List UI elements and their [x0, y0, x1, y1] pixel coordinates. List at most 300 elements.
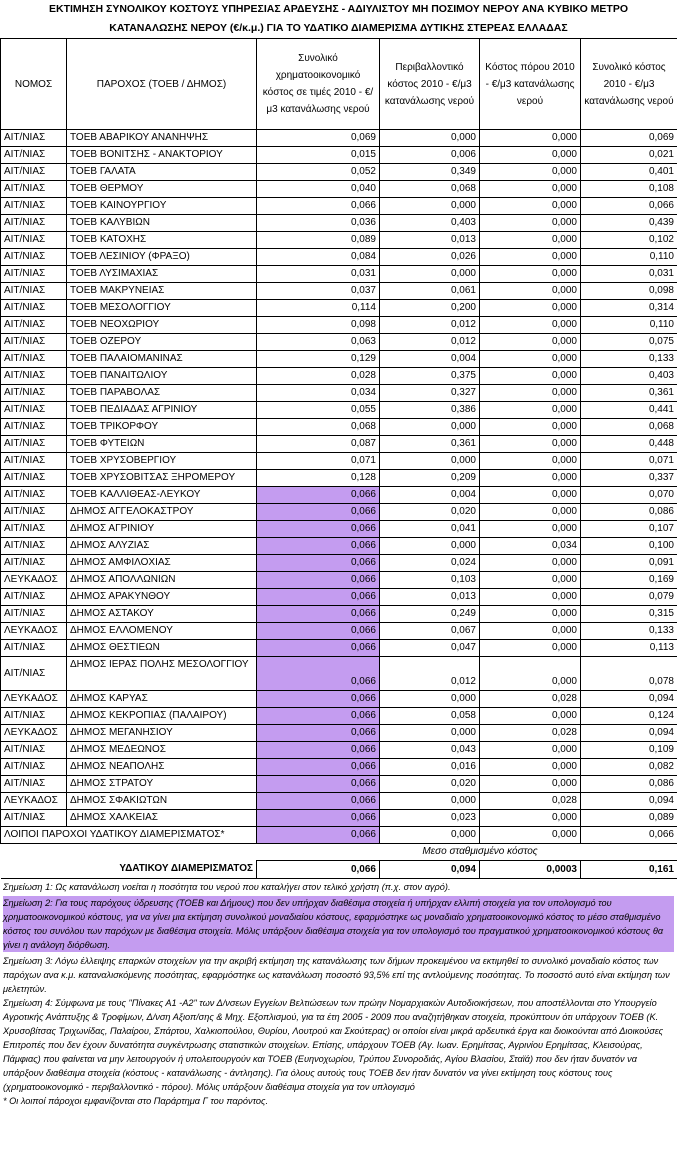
- nomos-cell: ΑΙΤ/ΝΙΑΣ: [1, 589, 67, 606]
- nomos-cell: ΑΙΤ/ΝΙΑΣ: [1, 759, 67, 776]
- provider-cell: ΤΟΕΒ ΑΒΑΡΙΚΟΥ ΑΝΑΝΗΨΗΣ: [67, 130, 257, 147]
- total-cost-cell: 0,071: [581, 453, 677, 470]
- financial-cost-cell: 0,068: [257, 419, 380, 436]
- financial-cost-cell: 0,066: [257, 555, 380, 572]
- total-cost-cell: 0,361: [581, 385, 677, 402]
- total-cost-cell: 0,082: [581, 759, 677, 776]
- table-row: [1, 198, 677, 215]
- environmental-cost-cell: 0,000: [380, 691, 480, 708]
- resource-cost-cell: 0,000: [480, 708, 581, 725]
- financial-cost-cell: 0,098: [257, 317, 380, 334]
- resource-cost-cell: 0,000: [480, 436, 581, 453]
- environmental-cost-cell: 0,012: [380, 334, 480, 351]
- provider-cell: ΔΗΜΟΣ ΘΕΣΤΙΕΩΝ: [67, 640, 257, 657]
- nomos-cell: ΑΙΤ/ΝΙΑΣ: [1, 317, 67, 334]
- provider-cell: ΔΗΜΟΣ ΑΓΓΕΛΟΚΑΣΤΡΟΥ: [67, 504, 257, 521]
- environmental-cost-cell: 0,375: [380, 368, 480, 385]
- environmental-cost-cell: 0,000: [380, 266, 480, 283]
- total-cost-cell: 0,337: [581, 470, 677, 487]
- total-cost-cell: 0,031: [581, 266, 677, 283]
- provider-cell: ΔΗΜΟΣ ΑΓΡΙΝΙΟΥ: [67, 521, 257, 538]
- environmental-cost-cell: 0,013: [380, 589, 480, 606]
- table-row: [1, 385, 677, 402]
- resource-cost-cell: 0,000: [480, 589, 581, 606]
- financial-cost-cell: 0,040: [257, 181, 380, 198]
- environmental-cost-cell: 0,000: [380, 198, 480, 215]
- provider-cell: ΔΗΜΟΣ ΝΕΑΠΟΛΗΣ: [67, 759, 257, 776]
- header-environmental: Περιβαλλοντικό κόστος 2010 - €/μ3 κατανάλωσης νερού: [380, 39, 480, 130]
- nomos-cell: ΑΙΤ/ΝΙΑΣ: [1, 215, 67, 232]
- nomos-cell: ΑΙΤ/ΝΙΑΣ: [1, 504, 67, 521]
- note-1: Σημείωση 1: Ως κατανάλωση νοείται η ποσότητα του νερού που καταλήγει στον τελικό χρήστη (π.χ. στον αγρό).: [3, 882, 451, 892]
- environmental-cost-cell: 0,012: [380, 657, 480, 691]
- environmental-cost-cell: 0,041: [380, 521, 480, 538]
- provider-cell: ΤΟΕΒ ΛΕΣΙΝΙΟΥ (ΦΡΑΞΟ): [67, 249, 257, 266]
- notes-section: [0, 879, 677, 1109]
- financial-cost-cell: 0,084: [257, 249, 380, 266]
- totals-total: 0,161: [581, 861, 677, 879]
- totals-environmental: 0,094: [380, 861, 480, 879]
- resource-cost-cell: 0,000: [480, 657, 581, 691]
- environmental-cost-cell: 0,000: [380, 827, 480, 844]
- resource-cost-cell: 0,000: [480, 300, 581, 317]
- nomos-cell: ΑΙΤ/ΝΙΑΣ: [1, 487, 67, 504]
- nomos-cell: ΑΙΤ/ΝΙΑΣ: [1, 470, 67, 487]
- table-row: [1, 436, 677, 453]
- resource-cost-cell: 0,000: [480, 317, 581, 334]
- provider-cell: ΔΗΜΟΣ ΣΦΑΚΙΩΤΩΝ: [67, 793, 257, 810]
- provider-cell: ΤΟΕΒ ΚΑΛΛΙΘΕΑΣ-ΛΕΥΚΟΥ: [67, 487, 257, 504]
- environmental-cost-cell: 0,026: [380, 249, 480, 266]
- environmental-cost-cell: 0,209: [380, 470, 480, 487]
- provider-cell: ΤΟΕΒ ΟΖΕΡΟΥ: [67, 334, 257, 351]
- environmental-cost-cell: 0,000: [380, 725, 480, 742]
- table-row: [1, 130, 677, 147]
- financial-cost-cell: 0,066: [257, 657, 380, 691]
- nomos-cell: ΑΙΤ/ΝΙΑΣ: [1, 436, 67, 453]
- header-total: Συνολικό κόστος 2010 - €/μ3 κατανάλωσης νερού: [581, 39, 677, 130]
- nomos-cell: ΑΙΤ/ΝΙΑΣ: [1, 742, 67, 759]
- resource-cost-cell: 0,000: [480, 164, 581, 181]
- nomos-cell: ΑΙΤ/ΝΙΑΣ: [1, 249, 67, 266]
- financial-cost-cell: 0,114: [257, 300, 380, 317]
- table-row: [1, 453, 677, 470]
- resource-cost-cell: 0,000: [480, 215, 581, 232]
- header-provider: ΠΑΡΟΧΟΣ (ΤΟΕΒ / ΔΗΜΟΣ): [67, 39, 257, 130]
- environmental-cost-cell: 0,016: [380, 759, 480, 776]
- provider-cell: ΤΟΕΒ ΝΕΟΧΩΡΙΟΥ: [67, 317, 257, 334]
- provider-cell: ΤΟΕΒ ΧΡΥΣΟΒΕΡΓΙΟΥ: [67, 453, 257, 470]
- total-cost-cell: 0,069: [581, 130, 677, 147]
- financial-cost-cell: 0,066: [257, 691, 380, 708]
- table-body: [1, 130, 677, 844]
- resource-cost-cell: 0,028: [480, 725, 581, 742]
- table-row: [1, 300, 677, 317]
- provider-cell: ΤΟΕΒ ΘΕΡΜΟΥ: [67, 181, 257, 198]
- nomos-cell: ΑΙΤ/ΝΙΑΣ: [1, 640, 67, 657]
- environmental-cost-cell: 0,000: [380, 419, 480, 436]
- header-financial: Συνολικό χρηματοοικονομικό κόστος σε τιμές 2010 - €/μ3 κατανάλωσης νερού: [257, 39, 380, 130]
- nomos-cell: ΑΙΤ/ΝΙΑΣ: [1, 521, 67, 538]
- resource-cost-cell: 0,000: [480, 742, 581, 759]
- table-row: [1, 334, 677, 351]
- total-cost-cell: 0,439: [581, 215, 677, 232]
- total-cost-cell: 0,315: [581, 606, 677, 623]
- resource-cost-cell: 0,000: [480, 810, 581, 827]
- resource-cost-cell: 0,000: [480, 453, 581, 470]
- financial-cost-cell: 0,066: [257, 487, 380, 504]
- weighted-label-row: [1, 844, 677, 861]
- environmental-cost-cell: 0,061: [380, 283, 480, 300]
- total-cost-cell: 0,102: [581, 232, 677, 249]
- nomos-cell: ΑΙΤ/ΝΙΑΣ: [1, 283, 67, 300]
- total-cost-cell: 0,109: [581, 742, 677, 759]
- resource-cost-cell: 0,000: [480, 334, 581, 351]
- table-row: [1, 555, 677, 572]
- table-row: [1, 827, 677, 844]
- resource-cost-cell: 0,000: [480, 504, 581, 521]
- financial-cost-cell: 0,028: [257, 368, 380, 385]
- totals-resource: 0,0003: [480, 861, 581, 879]
- table-row: [1, 470, 677, 487]
- weighted-cost-label: Μεσο σταθμισμένο κόστος: [380, 844, 581, 861]
- financial-cost-cell: 0,015: [257, 147, 380, 164]
- nomos-cell: ΑΙΤ/ΝΙΑΣ: [1, 181, 67, 198]
- environmental-cost-cell: 0,020: [380, 776, 480, 793]
- nomos-cell: ΑΙΤ/ΝΙΑΣ: [1, 198, 67, 215]
- provider-cell: ΤΟΕΒ ΜΕΣΟΛΟΓΓΙΟΥ: [67, 300, 257, 317]
- provider-cell: ΤΟΕΒ ΛΥΣΙΜΑΧΙΑΣ: [67, 266, 257, 283]
- total-cost-cell: 0,070: [581, 487, 677, 504]
- nomos-cell: ΑΙΤ/ΝΙΑΣ: [1, 130, 67, 147]
- total-cost-cell: 0,086: [581, 776, 677, 793]
- note-5: * Οι λοιποί πάροχοι εμφανίζονται στο Παράρτημα Γ του παρόντος.: [3, 1096, 269, 1106]
- financial-cost-cell: 0,066: [257, 759, 380, 776]
- financial-cost-cell: 0,031: [257, 266, 380, 283]
- resource-cost-cell: 0,000: [480, 827, 581, 844]
- resource-cost-cell: 0,028: [480, 691, 581, 708]
- environmental-cost-cell: 0,058: [380, 708, 480, 725]
- resource-cost-cell: 0,000: [480, 572, 581, 589]
- environmental-cost-cell: 0,023: [380, 810, 480, 827]
- provider-cell: ΔΗΜΟΣ ΜΕΓΑΝΗΣΙΟΥ: [67, 725, 257, 742]
- nomos-cell: ΛΕΥΚΑΔΟΣ: [1, 572, 67, 589]
- nomos-cell: ΑΙΤ/ΝΙΑΣ: [1, 555, 67, 572]
- resource-cost-cell: 0,000: [480, 351, 581, 368]
- table-row: [1, 742, 677, 759]
- resource-cost-cell: 0,000: [480, 232, 581, 249]
- total-cost-cell: 0,066: [581, 827, 677, 844]
- total-cost-cell: 0,089: [581, 810, 677, 827]
- table-row: [1, 419, 677, 436]
- financial-cost-cell: 0,037: [257, 283, 380, 300]
- financial-cost-cell: 0,087: [257, 436, 380, 453]
- environmental-cost-cell: 0,000: [380, 130, 480, 147]
- financial-cost-cell: 0,066: [257, 538, 380, 555]
- resource-cost-cell: 0,000: [480, 130, 581, 147]
- total-cost-cell: 0,314: [581, 300, 677, 317]
- resource-cost-cell: 0,000: [480, 759, 581, 776]
- financial-cost-cell: 0,128: [257, 470, 380, 487]
- provider-cell: ΤΟΕΒ ΠΕΔΙΑΔΑΣ ΑΓΡΙΝΙΟΥ: [67, 402, 257, 419]
- environmental-cost-cell: 0,012: [380, 317, 480, 334]
- resource-cost-cell: 0,000: [480, 606, 581, 623]
- resource-cost-cell: 0,034: [480, 538, 581, 555]
- table-row: [1, 640, 677, 657]
- note-2: Σημείωση 2: Για τους παρόχους ύδρευσης (ΤΟΕΒ και Δήμους) που δεν υπήρχαν διαθέσιμα στοιχεία ή υπήρχαν ελλιπή στοιχεία για τον υπολογισμό του χρηματοοικονομικού κόστους, για να γίνει μια εκτίμηση συνολικού μοναδιαίου κόστους, εφαρμόστηκε ως μοναδιαίο χρηματοοικονομικό κόστος το μέσο σταθμισμένο κόστος του συνόλου των παρόχων με διαθέσιμα στοιχεία. Μόλις υπάρξουν διαθέσιμα στοιχεία για τον υπολογισμό του πραγματικού χρηματοοικονομικού κόστους θα γίνει η ανάλογη διόρθωση.: [3, 896, 674, 952]
- total-cost-cell: 0,401: [581, 164, 677, 181]
- totals-financial: 0,066: [257, 861, 380, 879]
- table-row: [1, 266, 677, 283]
- resource-cost-cell: 0,000: [480, 181, 581, 198]
- financial-cost-cell: 0,066: [257, 572, 380, 589]
- total-cost-cell: 0,066: [581, 198, 677, 215]
- table-row: [1, 572, 677, 589]
- provider-cell: ΤΟΕΒ ΜΑΚΡΥΝΕΙΑΣ: [67, 283, 257, 300]
- provider-cell: ΤΟΕΒ ΦΥΤΕΙΩΝ: [67, 436, 257, 453]
- environmental-cost-cell: 0,020: [380, 504, 480, 521]
- total-cost-cell: 0,108: [581, 181, 677, 198]
- table-footer: [1, 844, 677, 879]
- environmental-cost-cell: 0,249: [380, 606, 480, 623]
- total-cost-cell: 0,091: [581, 555, 677, 572]
- financial-cost-cell: 0,066: [257, 623, 380, 640]
- financial-cost-cell: 0,066: [257, 810, 380, 827]
- nomos-cell: ΑΙΤ/ΝΙΑΣ: [1, 657, 67, 691]
- table-row: [1, 725, 677, 742]
- header-nomos: ΝΟΜΟΣ: [1, 39, 67, 130]
- nomos-cell: ΑΙΤ/ΝΙΑΣ: [1, 776, 67, 793]
- page-title: [0, 0, 677, 38]
- total-cost-cell: 0,124: [581, 708, 677, 725]
- provider-cell: ΤΟΕΒ ΒΟΝΙΤΣΗΣ - ΑΝΑΚΤΟΡΙΟΥ: [67, 147, 257, 164]
- financial-cost-cell: 0,066: [257, 827, 380, 844]
- table-row: [1, 215, 677, 232]
- financial-cost-cell: 0,066: [257, 589, 380, 606]
- title-line-1: ΕΚΤΙΜΗΣΗ ΣΥΝΟΛΙΚΟΥ ΚΟΣΤΟΥΣ ΥΠΗΡΕΣΙΑΣ ΑΡΔΕΥΣΗΣ - ΑΔΙΥΛΙΣΤΟΥ ΜΗ ΠΟΣΙΜΟΥ ΝΕΡΟΥ ΑΝΑ ΚΥΒΙΚΟ ΜΕΤΡΟ: [49, 3, 628, 15]
- table-row: [1, 249, 677, 266]
- nomos-cell: ΛΕΥΚΑΔΟΣ: [1, 623, 67, 640]
- environmental-cost-cell: 0,013: [380, 232, 480, 249]
- environmental-cost-cell: 0,068: [380, 181, 480, 198]
- resource-cost-cell: 0,000: [480, 249, 581, 266]
- financial-cost-cell: 0,066: [257, 776, 380, 793]
- total-cost-cell: 0,441: [581, 402, 677, 419]
- table-row: [1, 810, 677, 827]
- provider-cell: ΤΟΕΒ ΠΑΡΑΒΟΛΑΣ: [67, 385, 257, 402]
- provider-cell: ΔΗΜΟΣ ΚΑΡΥΑΣ: [67, 691, 257, 708]
- environmental-cost-cell: 0,103: [380, 572, 480, 589]
- financial-cost-cell: 0,066: [257, 708, 380, 725]
- provider-cell: ΤΟΕΒ ΤΡΙΚΟΡΦΟΥ: [67, 419, 257, 436]
- total-cost-cell: 0,107: [581, 521, 677, 538]
- table-row: [1, 521, 677, 538]
- resource-cost-cell: 0,000: [480, 470, 581, 487]
- financial-cost-cell: 0,089: [257, 232, 380, 249]
- financial-cost-cell: 0,066: [257, 640, 380, 657]
- provider-cell: ΔΗΜΟΣ ΑΛΥΖΙΑΣ: [67, 538, 257, 555]
- environmental-cost-cell: 0,024: [380, 555, 480, 572]
- provider-cell: ΔΗΜΟΣ ΑΠΟΛΛΩΝΙΩΝ: [67, 572, 257, 589]
- header-resource: Κόστος πόρου 2010 - €/μ3 κατανάλωσης νερού: [480, 39, 581, 130]
- table-row: [1, 164, 677, 181]
- total-cost-cell: 0,094: [581, 691, 677, 708]
- nomos-cell: ΑΙΤ/ΝΙΑΣ: [1, 300, 67, 317]
- resource-cost-cell: 0,000: [480, 640, 581, 657]
- nomos-cell: ΑΙΤ/ΝΙΑΣ: [1, 538, 67, 555]
- total-cost-cell: 0,086: [581, 504, 677, 521]
- note-4: Σημείωση 4: Σύμφωνα με τους "Πίνακες Α1 -Α2" των Δ/νσεων Εγγείων Βελτιώσεων των πρώην Νομαρχιακών Αυτοδιοικήσεων, που αποστέλλονται στο Υπουργείο Αγροτικής Ανάπτυξης & Τροφίμων, Δ/νση Αξιοπ/σης & Μηχ. Εξοπλισμού, για τα έτη 2005 - 2009 που αναζητήθηκαν στοιχεία, προκύπτουν ότι υπάρχουν ΤΟΕΒ (Κ. Χρυσοβίτσας Τριχωνίδας, Παλαίρου, Σπάρτου, Χαλκιοπούλου, Θυρίου, Λουτρού και Σκούτερας) οι οποίοι είναι μικρά αρδευτικά έργα και διοικούνται από Διοικούσες Επιτροπές που δεν έχουν δυνατότητα συγκέντρωσης στατιστικών στοιχείων. Επίσης, υπάρχουν ΤΟΕΒ (Αγ. Ιωαν. Ερημίτσας, Αγρινίου Ερημίτσας, Κλεισούρας, Πάμφιας) που φαίνεται να μην λειτουργούν ή υπολειτουργούν και ΤΟΕΒ (Ευηνοχωρίου, Τρύπου Συνοροδιάς, Αγίου Βλασίου, Σταϊά) που δεν ήταν δυνατόν να υπάρξουν διαθέσιμα στοιχεία (κόστους - κατανάλωσης - άντλησης). Για όλους αυτούς τους ΤΟΕΒ δεν ήταν δυνατόν να γίνει εκτίμηση τους κόστους τους (χρηματοοικονομικό - περιβαλλοντικό - πόρου). Μόλις υπάρξουν διαθέσιμα στοιχεία για τον υπλογισμό: [3, 998, 664, 1092]
- resource-cost-cell: 0,000: [480, 555, 581, 572]
- provider-cell: ΔΗΜΟΣ ΑΡΑΚΥΝΘΟΥ: [67, 589, 257, 606]
- total-cost-cell: 0,098: [581, 283, 677, 300]
- nomos-cell: ΑΙΤ/ΝΙΑΣ: [1, 606, 67, 623]
- title-line-2: ΚΑΤΑΝΑΛΩΣΗΣ ΝΕΡΟΥ (€/κ.μ.) ΓΙΑ ΤΟ ΥΔΑΤΙΚΟ ΔΙΑΜΕΡΙΣΜΑ ΔΥΤΙΚΗΣ ΣΤΕΡΕΑΣ ΕΛΛΑΔΑΣ: [109, 22, 568, 34]
- financial-cost-cell: 0,066: [257, 793, 380, 810]
- total-cost-cell: 0,133: [581, 623, 677, 640]
- provider-cell: ΤΟΕΒ ΚΑΤΟΧΗΣ: [67, 232, 257, 249]
- financial-cost-cell: 0,066: [257, 725, 380, 742]
- resource-cost-cell: 0,000: [480, 623, 581, 640]
- environmental-cost-cell: 0,327: [380, 385, 480, 402]
- environmental-cost-cell: 0,000: [380, 793, 480, 810]
- nomos-cell: ΑΙΤ/ΝΙΑΣ: [1, 147, 67, 164]
- total-cost-cell: 0,079: [581, 589, 677, 606]
- financial-cost-cell: 0,066: [257, 742, 380, 759]
- table-row: [1, 538, 677, 555]
- resource-cost-cell: 0,000: [480, 419, 581, 436]
- resource-cost-cell: 0,000: [480, 198, 581, 215]
- environmental-cost-cell: 0,047: [380, 640, 480, 657]
- resource-cost-cell: 0,028: [480, 793, 581, 810]
- nomos-cell: ΑΙΤ/ΝΙΑΣ: [1, 708, 67, 725]
- table-row: [1, 504, 677, 521]
- provider-cell: ΤΟΕΒ ΚΑΛΥΒΙΩΝ: [67, 215, 257, 232]
- totals-row: [1, 861, 677, 879]
- resource-cost-cell: 0,000: [480, 368, 581, 385]
- table-row: [1, 691, 677, 708]
- nomos-cell: ΑΙΤ/ΝΙΑΣ: [1, 266, 67, 283]
- resource-cost-cell: 0,000: [480, 147, 581, 164]
- resource-cost-cell: 0,000: [480, 283, 581, 300]
- nomos-cell: ΑΙΤ/ΝΙΑΣ: [1, 453, 67, 470]
- resource-cost-cell: 0,000: [480, 266, 581, 283]
- nomos-cell: ΑΙΤ/ΝΙΑΣ: [1, 351, 67, 368]
- table-row: [1, 147, 677, 164]
- total-cost-cell: 0,094: [581, 793, 677, 810]
- nomos-cell: ΑΙΤ/ΝΙΑΣ: [1, 334, 67, 351]
- provider-cell: ΔΗΜΟΣ ΜΕΔΕΩΝΟΣ: [67, 742, 257, 759]
- total-cost-cell: 0,113: [581, 640, 677, 657]
- environmental-cost-cell: 0,361: [380, 436, 480, 453]
- header-row: [1, 39, 677, 130]
- table-row: [1, 793, 677, 810]
- nomos-cell: ΑΙΤ/ΝΙΑΣ: [1, 164, 67, 181]
- provider-cell: ΤΟΕΒ ΓΑΛΑΤΑ: [67, 164, 257, 181]
- total-cost-cell: 0,403: [581, 368, 677, 385]
- table-row: [1, 317, 677, 334]
- provider-cell: ΤΟΕΒ ΠΑΝΑΙΤΩΛΙΟΥ: [67, 368, 257, 385]
- financial-cost-cell: 0,066: [257, 504, 380, 521]
- financial-cost-cell: 0,066: [257, 606, 380, 623]
- nomos-cell: ΛΕΥΚΑΔΟΣ: [1, 691, 67, 708]
- provider-cell: ΤΟΕΒ ΧΡΥΣΟΒΙΤΣΑΣ ΞΗΡΟΜΕΡΟΥ: [67, 470, 257, 487]
- table-row: [1, 232, 677, 249]
- provider-cell: ΤΟΕΒ ΚΑΙΝΟΥΡΓΙΟΥ: [67, 198, 257, 215]
- environmental-cost-cell: 0,006: [380, 147, 480, 164]
- environmental-cost-cell: 0,000: [380, 453, 480, 470]
- totals-label: ΥΔΑΤΙΚΟΥ ΔΙΑΜΕΡΙΣΜΑΤΟΣ: [1, 861, 257, 879]
- nomos-cell: ΛΕΥΚΑΔΟΣ: [1, 725, 67, 742]
- cost-table: [0, 38, 677, 879]
- provider-cell: ΤΟΕΒ ΠΑΛΑΙΟΜΑΝΙΝΑΣ: [67, 351, 257, 368]
- total-cost-cell: 0,448: [581, 436, 677, 453]
- financial-cost-cell: 0,052: [257, 164, 380, 181]
- total-cost-cell: 0,078: [581, 657, 677, 691]
- total-cost-cell: 0,133: [581, 351, 677, 368]
- resource-cost-cell: 0,000: [480, 402, 581, 419]
- financial-cost-cell: 0,036: [257, 215, 380, 232]
- provider-cell: ΔΗΜΟΣ ΧΑΛΚΕΙΑΣ: [67, 810, 257, 827]
- resource-cost-cell: 0,000: [480, 385, 581, 402]
- table-row: [1, 402, 677, 419]
- total-cost-cell: 0,100: [581, 538, 677, 555]
- table-row: [1, 351, 677, 368]
- financial-cost-cell: 0,069: [257, 130, 380, 147]
- table-row: [1, 283, 677, 300]
- table-row: [1, 708, 677, 725]
- table-row: [1, 759, 677, 776]
- total-cost-cell: 0,110: [581, 249, 677, 266]
- financial-cost-cell: 0,066: [257, 521, 380, 538]
- resource-cost-cell: 0,000: [480, 521, 581, 538]
- provider-cell: ΔΗΜΟΣ ΑΜΦΙΛΟΧΙΑΣ: [67, 555, 257, 572]
- total-cost-cell: 0,075: [581, 334, 677, 351]
- table-row: [1, 623, 677, 640]
- financial-cost-cell: 0,071: [257, 453, 380, 470]
- note-3: Σημείωση 3: Λόγω έλλειψης επαρκών στοιχείων για την ακριβή εκτίμηση της κατανάλωσης των δήμων προκειμένου να εκτιμηθεί το συνολικό μοναδιαίο κόστος των παρόχων ανα κ.μ. καταναλισκόμενης ποσότητας, εφαρμόστηκε ως κατανάλωση ποσοστό 93,5% επί της αντλούμενης ποσότητας. Το ποσοστό αυτό είναι εκτίμηση των μελετητών.: [3, 956, 670, 994]
- environmental-cost-cell: 0,004: [380, 487, 480, 504]
- nomos-cell: ΑΙΤ/ΝΙΑΣ: [1, 810, 67, 827]
- financial-cost-cell: 0,034: [257, 385, 380, 402]
- environmental-cost-cell: 0,067: [380, 623, 480, 640]
- resource-cost-cell: 0,000: [480, 487, 581, 504]
- nomos-cell: ΑΙΤ/ΝΙΑΣ: [1, 232, 67, 249]
- nomos-cell: ΑΙΤ/ΝΙΑΣ: [1, 419, 67, 436]
- total-cost-cell: 0,094: [581, 725, 677, 742]
- total-cost-cell: 0,021: [581, 147, 677, 164]
- nomos-cell: ΑΙΤ/ΝΙΑΣ: [1, 385, 67, 402]
- environmental-cost-cell: 0,386: [380, 402, 480, 419]
- financial-cost-cell: 0,055: [257, 402, 380, 419]
- financial-cost-cell: 0,063: [257, 334, 380, 351]
- total-cost-cell: 0,110: [581, 317, 677, 334]
- total-cost-cell: 0,068: [581, 419, 677, 436]
- nomos-cell: ΑΙΤ/ΝΙΑΣ: [1, 402, 67, 419]
- provider-cell: ΔΗΜΟΣ ΣΤΡΑΤΟΥ: [67, 776, 257, 793]
- table-row: [1, 368, 677, 385]
- provider-cell: ΔΗΜΟΣ ΚΕΚΡΟΠΙΑΣ (ΠΑΛΑΙΡΟΥ): [67, 708, 257, 725]
- table-row: [1, 487, 677, 504]
- table-row: [1, 181, 677, 198]
- table-row: [1, 589, 677, 606]
- nomos-cell: ΛΕΥΚΑΔΟΣ: [1, 793, 67, 810]
- financial-cost-cell: 0,129: [257, 351, 380, 368]
- environmental-cost-cell: 0,349: [380, 164, 480, 181]
- provider-cell: ΔΗΜΟΣ ΕΛΛΟΜΕΝΟΥ: [67, 623, 257, 640]
- environmental-cost-cell: 0,043: [380, 742, 480, 759]
- financial-cost-cell: 0,066: [257, 198, 380, 215]
